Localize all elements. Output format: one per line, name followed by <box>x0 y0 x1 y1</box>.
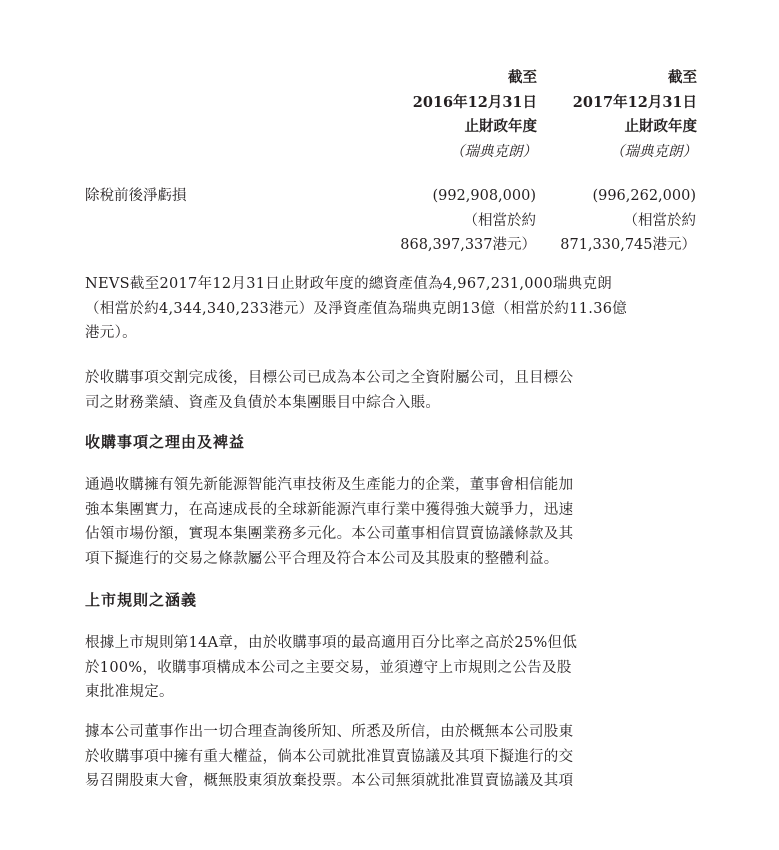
section-heading-reasons: 收購事項之理由及裨益 <box>85 433 246 451</box>
paragraph-line: 佔領市場份額，實現本集團業務多元化。本公司董事相信買賣協議條款及其 <box>85 526 574 542</box>
paragraph-line: 東批准規定。 <box>85 684 174 700</box>
paragraph-line: 項下擬進行的交易之條款屬公平合理及符合本公司及其股東的整體利益。 <box>85 550 559 567</box>
paragraph-line: 根據上市規則第14A章，由於收購事項的最高適用百分比率之高於25%但低 <box>85 635 578 651</box>
header-2017-date: 2017年12月31日 <box>572 93 697 111</box>
header-2016-currency: （瑞典克朗） <box>450 143 537 160</box>
paragraph-listing-rules <box>85 631 693 705</box>
value-2016-amount: (992,908,000) <box>432 188 536 204</box>
header-2016-period: 止財政年度 <box>464 118 537 135</box>
table-row-label: 除稅前後淨虧損 <box>85 188 187 204</box>
value-2016-hkd: 868,397,337港元） <box>400 237 536 253</box>
paragraph-line: 通過收購擁有領先新能源智能汽車技術及生產能力的企業，董事會相信能加 <box>85 477 574 493</box>
paragraph-line: 易召開股東大會，概無股東須放棄投票。本公司無須就批准買賣協議及其項 <box>85 773 574 789</box>
paragraph-line: 於收購事項交割完成後，目標公司已成為本公司之全資附屬公司，且目標公 <box>85 370 574 386</box>
paragraph-line: 港元）。 <box>85 325 137 341</box>
table-header-2017 <box>497 66 697 164</box>
paragraph-line: 據本公司董事作出一切合理查詢後所知、所悉及所信，由於概無本公司股東 <box>85 724 574 740</box>
paragraph-shareholders <box>85 720 693 794</box>
header-2016-date: 2016年12月31日 <box>412 93 537 111</box>
header-2017-line1: 截至 <box>668 69 697 86</box>
paragraph-nevs-assets <box>85 272 693 346</box>
value-2017-hkd: 871,330,745港元） <box>560 237 696 253</box>
table-value-2017 <box>466 184 696 258</box>
header-2016-line1: 截至 <box>508 69 537 86</box>
value-2017-amount: (996,262,000) <box>592 188 696 204</box>
value-2016-equiv: （相當於約 <box>463 212 536 229</box>
header-2017-period: 止財政年度 <box>624 118 697 135</box>
paragraph-line: 於收購事項中擁有重大權益，倘本公司就批准買賣協議及其項下擬進行的交 <box>85 748 574 765</box>
section-heading-listing-rules: 上市規則之涵義 <box>85 591 198 609</box>
paragraph-line: （相當於約4,344,340,233港元）及淨資產值為瑞典克朗13億（相當於約11.36億 <box>85 300 628 317</box>
paragraph-line: NEVS截至2017年12月31日止財政年度的總資產值為4,967,231,000瑞典克朗 <box>85 276 613 292</box>
paragraph-line: 於100%，收購事項構成本公司之主要交易，並須遵守上市規則之公告及股 <box>85 659 572 676</box>
paragraph-line: 強本集團實力，在高速成長的全球新能源汽車行業中獲得強大競爭力，迅速 <box>85 501 574 518</box>
value-2017-equiv: （相當於約 <box>623 212 696 229</box>
header-2017-currency: （瑞典克朗） <box>610 143 697 160</box>
paragraph-consolidation <box>85 366 693 415</box>
paragraph-reasons <box>85 473 693 571</box>
paragraph-line: 司之財務業績、資產及負債於本集團賬目中綜合入賬。 <box>85 394 441 411</box>
